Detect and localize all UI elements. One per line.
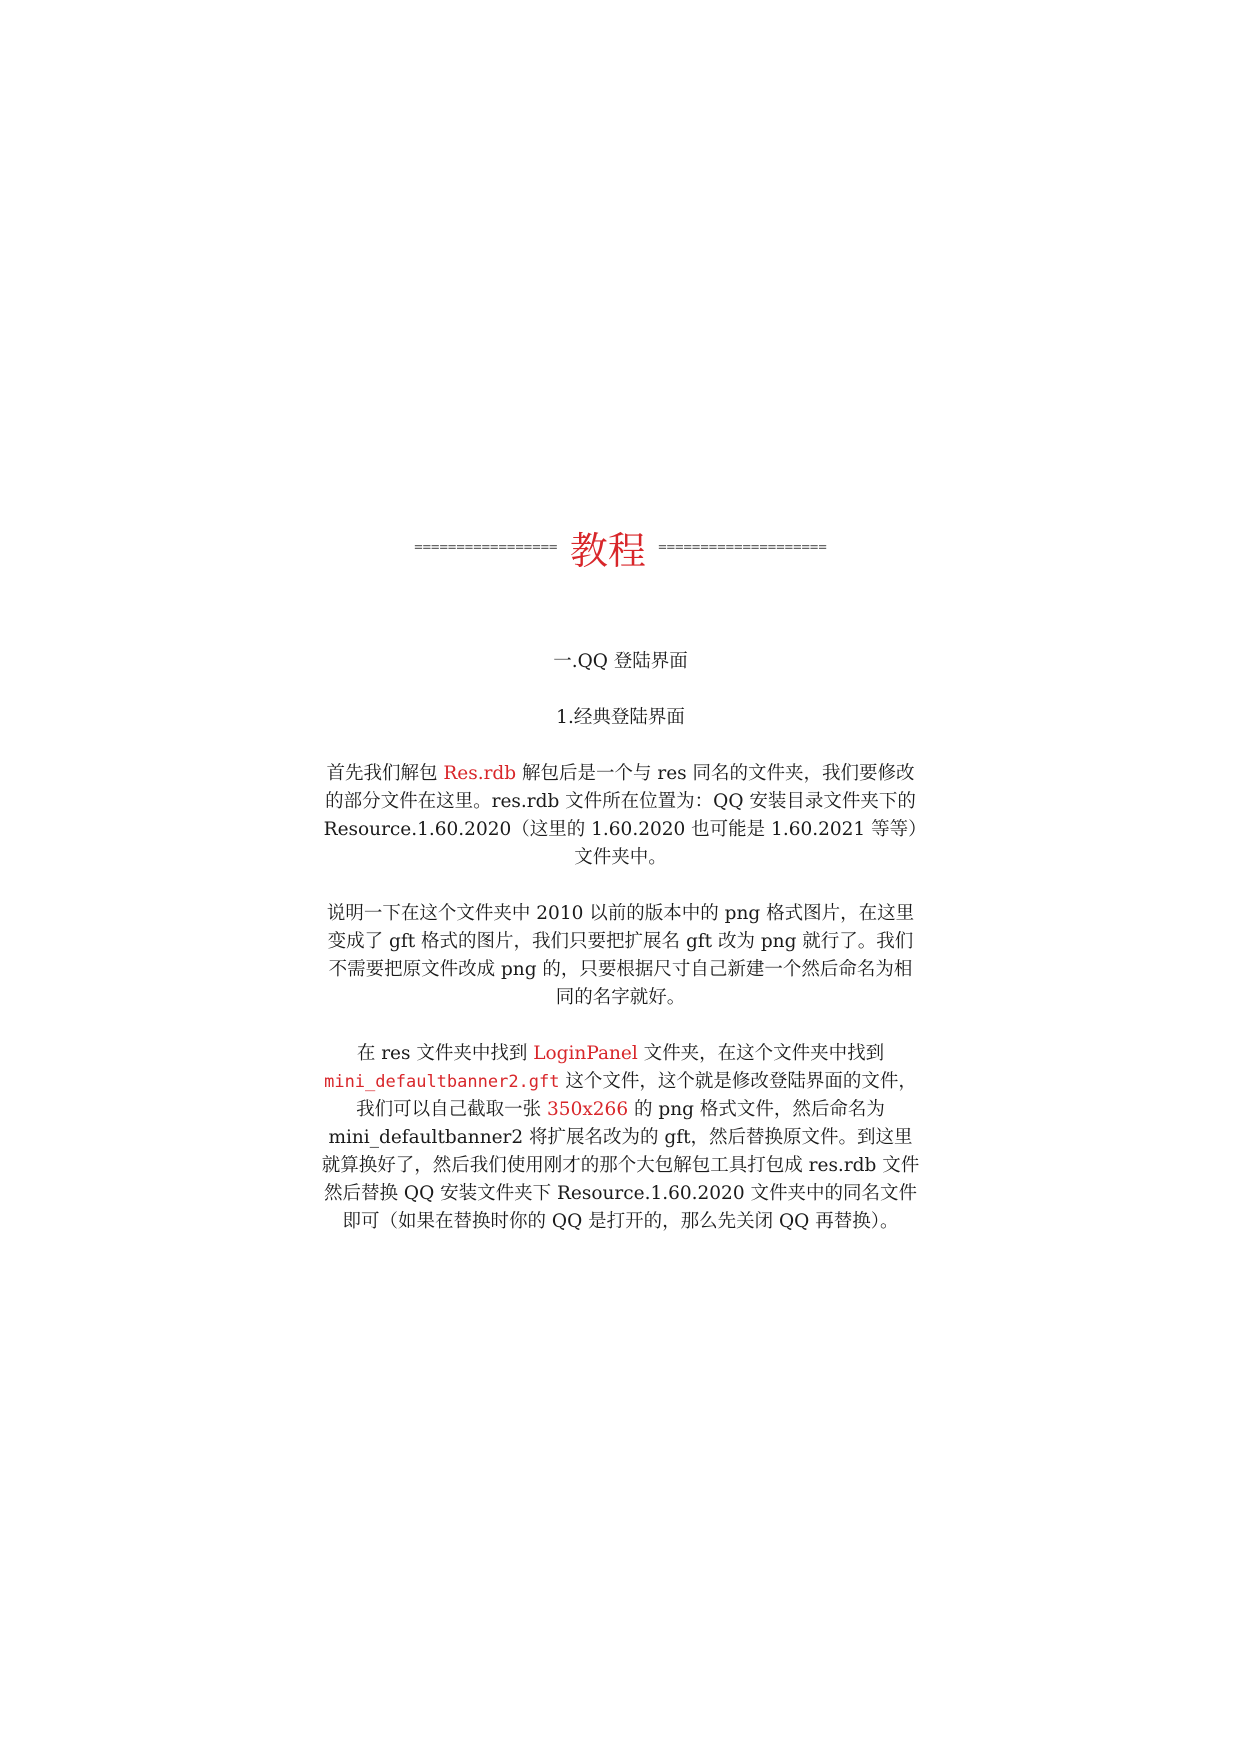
paragraph-1-text-b: 解包后是一个与 res 同名的文件夹，我们要修改的部分文件在这里。res.rdb 文件所在位置为：QQ 安装目录文件夹下的 Resource.1.60.2020（这里的 1.60.2020 也可能是 1.60.2021 等等）文件夹中。 [323,763,918,868]
paragraph-2: 说明一下在这个文件夹中 2010 以前的版本中的 png 格式图片，在这里变成了 gft 格式的图片，我们只要把扩展名 gft 改为 png 就行了。我们不需要把原文件改成 png 的，只要根据尺寸自己新建一个然后命名为相同的名字就好。 [326,903,915,1008]
highlight-res-rdb: Res.rdb [443,763,517,784]
paragraph-1 [320,760,921,872]
document-title: 教程 [569,529,646,573]
paragraph-3-text-c: 这个文件，这个就是修改登陆界面的文件，我们可以自己截取一张 [356,1071,917,1120]
paragraph-3-text-a: 在 res 文件夹中找到 [356,1043,534,1064]
document-body [320,648,921,1264]
highlight-dimensions: 350x266 [547,1099,629,1120]
title-rule-right: ==================== [658,539,827,556]
paragraph-1-text-a: 首先我们解包 [326,763,444,784]
title-rule-left: ================= [414,539,558,556]
highlight-banner-filename: mini_defaultbanner2.gft [324,1072,560,1092]
section-heading: 一.QQ 登陆界面 [553,651,688,672]
paragraph-3-text-b: 文件夹，在这个文件夹中找到 [637,1043,885,1064]
paragraph-3 [320,1040,921,1236]
subsection-heading: 1.经典登陆界面 [556,707,685,728]
highlight-loginpanel: LoginPanel [533,1043,638,1064]
title-line [0,520,1241,575]
paragraph-3-text-d: 的 png 格式文件，然后命名为 mini_defaultbanner2 将扩展名改为的 gft，然后替换原文件。到这里就算换好了，然后我们使用刚才的那个大包解包工具打包成 res.rdb 文件然后替换 QQ 安装文件夹下 Resource.1.60.2020 文件夹中的同名文件即可（如果在替换时你的 QQ 是打开的，那么先关闭 QQ 再替换）。 [321,1099,920,1232]
